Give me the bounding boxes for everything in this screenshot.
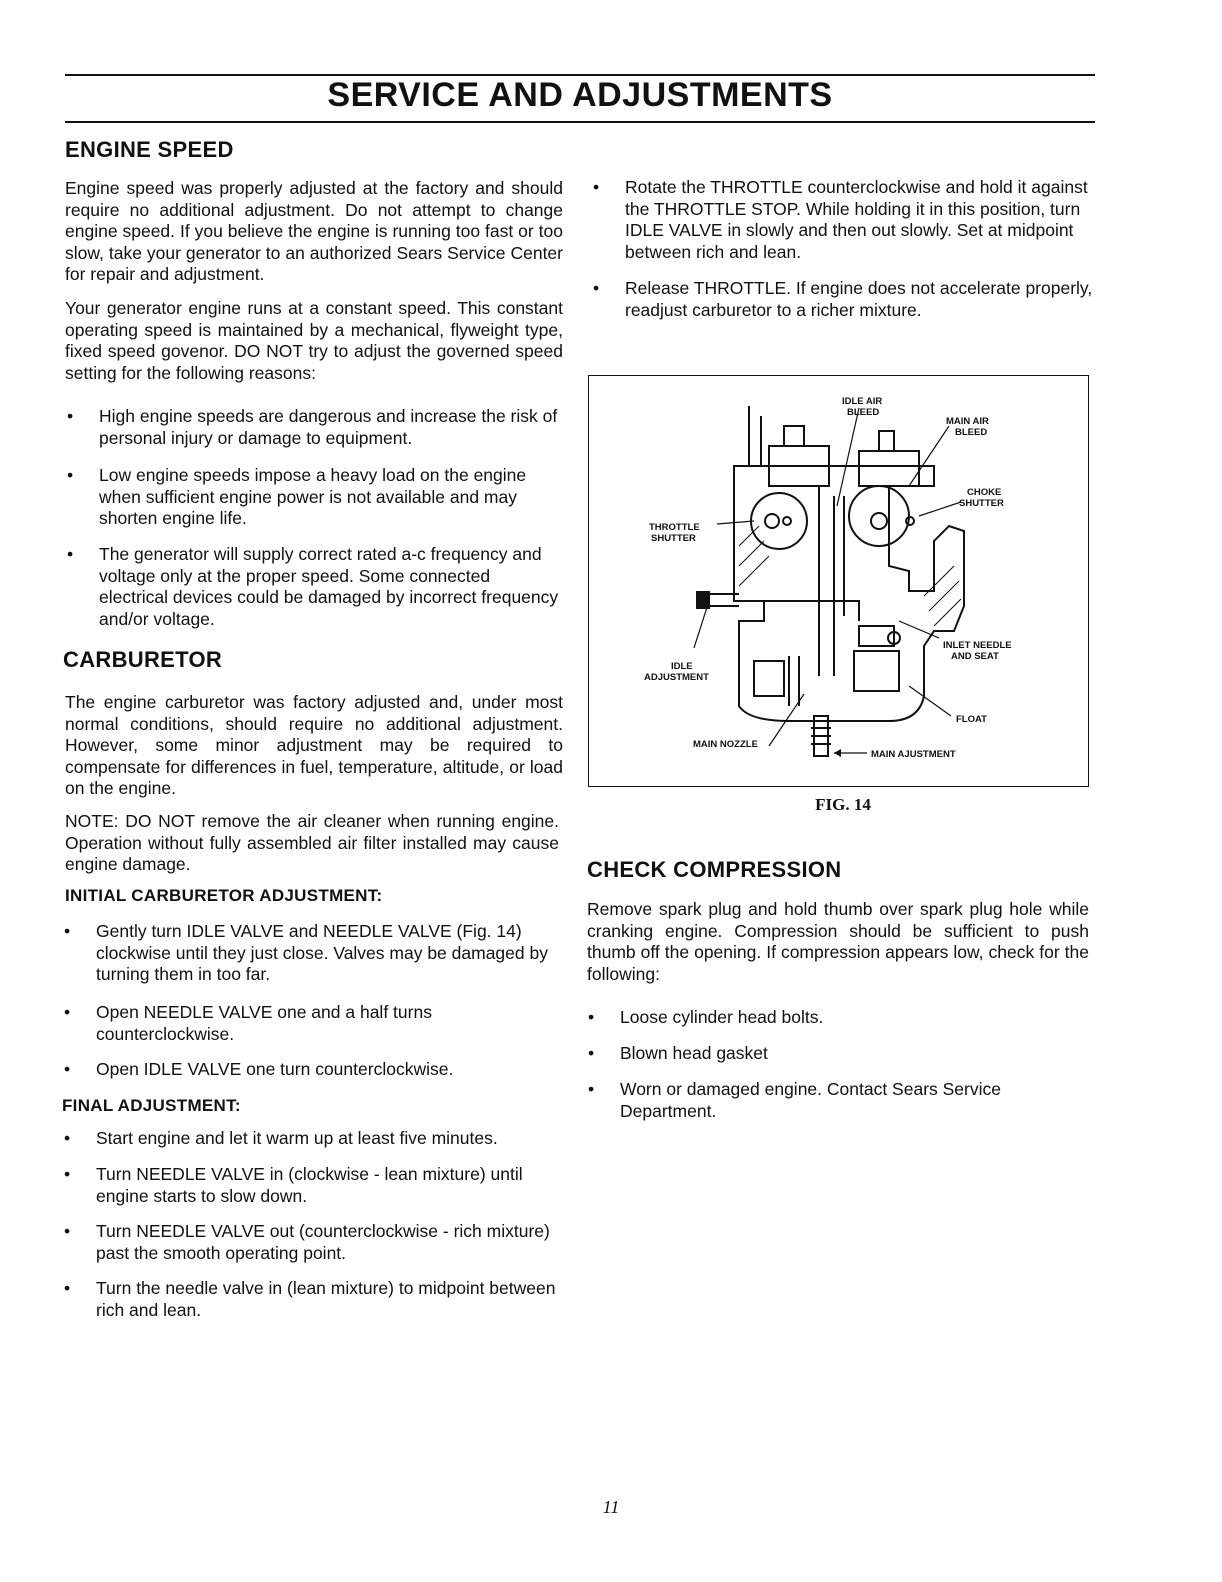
label-float: FLOAT bbox=[956, 714, 987, 725]
label-throttle-shutter-1: THROTTLE bbox=[649, 522, 700, 533]
list-item: • Loose cylinder head bolts. bbox=[588, 1007, 824, 1027]
list-item: • Open NEEDLE VALVE one and a half turns counterclockwise. bbox=[64, 1002, 432, 1044]
label-idle-adjustment-2: ADJUSTMENT bbox=[644, 672, 709, 683]
label-inlet-needle-2: AND SEAT bbox=[951, 651, 999, 662]
engine-speed-heading: ENGINE SPEED bbox=[65, 137, 234, 162]
list-item: • The generator will supply correct rated a-c frequency and voltage only at the proper speed. Some connected electrical devices could be damaged by incorrect frequency and/or voltage. bbox=[67, 544, 559, 629]
label-choke-shutter-1: CHOKE bbox=[967, 487, 1002, 498]
list-item: • High engine speeds are dangerous and increase the risk of personal injury or damage to equipment. bbox=[67, 406, 558, 448]
carburetor-diagram bbox=[588, 375, 1089, 787]
carburetor-paragraph: The engine carburetor was factory adjusted and, under most normal conditions, should require no additional adjustment. However, some minor adjustment may be required to compensate for differences in fuel, temperature, altitude, or load on the engine. bbox=[65, 692, 563, 798]
page-number: 11 bbox=[602, 1497, 620, 1517]
list-item: • Worn or damaged engine. Contact Sears Service Department. bbox=[588, 1079, 1001, 1121]
label-throttle-shutter-2: SHUTTER bbox=[651, 533, 696, 544]
title-rule bbox=[65, 121, 1095, 123]
engine-speed-paragraph-1: Engine speed was properly adjusted at the factory and should require no additional adjustment. Do not attempt to change engine speed. If you believe the engine is running too fast or too slow, take your generator to an authorized Sears Service Center for repair and adjustment. bbox=[65, 178, 563, 284]
label-main-air-bleed-2: BLEED bbox=[955, 427, 988, 438]
list-item: • Turn the needle valve in (lean mixture) to midpoint between rich and lean. bbox=[64, 1278, 556, 1320]
list-item: • Blown head gasket bbox=[588, 1043, 768, 1063]
label-choke-shutter-2: SHUTTER bbox=[959, 498, 1004, 509]
list-item: • Turn NEEDLE VALVE in (clockwise - lean mixture) until engine starts to slow down. bbox=[64, 1164, 523, 1206]
label-main-air-bleed-1: MAIN AIR bbox=[946, 416, 989, 427]
label-main-nozzle: MAIN NOZZLE bbox=[693, 739, 758, 750]
label-idle-adjustment-1: IDLE bbox=[671, 661, 693, 672]
page-title: SERVICE AND ADJUSTMENTS bbox=[327, 76, 833, 114]
final-adjustment-heading: FINAL ADJUSTMENT: bbox=[62, 1096, 241, 1115]
list-item: • Rotate the THROTTLE counterclockwise and hold it against the THROTTLE STOP. While holding it in this position, turn IDLE VALVE in slowly and then out slowly. Set at midpoint between rich and lean. bbox=[593, 177, 1088, 262]
initial-adjustment-heading: INITIAL CARBURETOR ADJUSTMENT: bbox=[65, 886, 383, 905]
list-item: • Turn NEEDLE VALVE out (counterclockwise - rich mixture) past the smooth operating point. bbox=[64, 1221, 550, 1263]
label-idle-air-bleed-2: BLEED bbox=[847, 407, 880, 418]
figure-caption: FIG. 14 bbox=[815, 795, 871, 814]
list-item: • Release THROTTLE. If engine does not accelerate properly, readjust carburetor to a richer mixture. bbox=[593, 278, 1093, 320]
list-item: • Start engine and let it warm up at least five minutes. bbox=[64, 1128, 498, 1148]
list-item: • Open IDLE VALVE one turn counterclockwise. bbox=[64, 1059, 454, 1079]
label-inlet-needle-1: INLET NEEDLE bbox=[943, 640, 1012, 651]
carburetor-note: NOTE: DO NOT remove the air cleaner when running engine. Operation without fully assembled air filter installed may cause engine damage. bbox=[65, 811, 559, 874]
label-main-adjustment: MAIN AJUSTMENT bbox=[871, 749, 956, 760]
label-idle-air-bleed-1: IDLE AIR bbox=[842, 396, 883, 407]
list-item: • Low engine speeds impose a heavy load on the engine when sufficient engine power is not available and may shorten engine life. bbox=[67, 465, 527, 528]
list-item: • Gently turn IDLE VALVE and NEEDLE VALVE (Fig. 14) clockwise until they just close. Valves may be damaged by turning them in too far. bbox=[64, 921, 548, 984]
engine-speed-paragraph-2: Your generator engine runs at a constant speed. This constant operating speed is maintained by a mechanical, flyweight type, fixed speed govenor. DO NOT try to adjust the governed speed setting for the following reasons: bbox=[65, 298, 563, 383]
check-compression-heading: CHECK COMPRESSION bbox=[587, 857, 842, 882]
carburetor-heading: CARBURETOR bbox=[63, 647, 223, 672]
check-compression-paragraph: Remove spark plug and hold thumb over spark plug hole while cranking engine. Compression should be sufficient to push thumb off the opening. If compression appears low, check for the following: bbox=[587, 899, 1089, 984]
carburetor-illustration bbox=[589, 376, 1087, 785]
